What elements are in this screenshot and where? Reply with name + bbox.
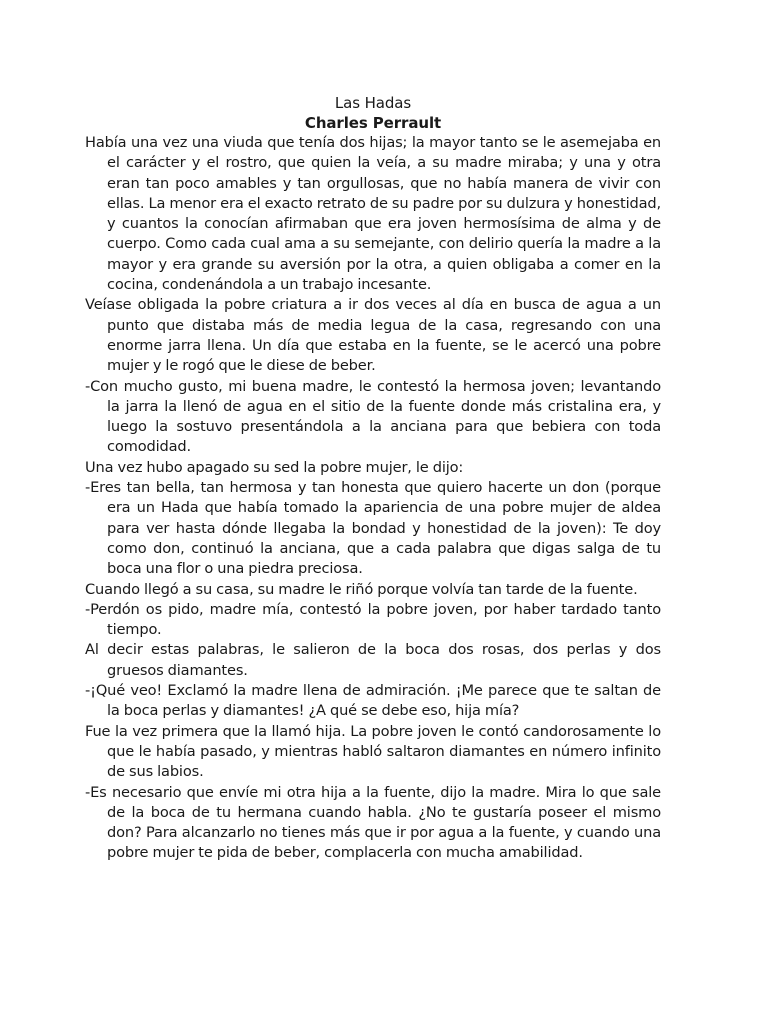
paragraph-8: Al decir estas palabras, le salieron de la boca dos rosas, dos perlas y dos gruesos diamantes. [85, 641, 661, 679]
paragraph-2: Veíase obligada la pobre criatura a ir dos veces al día en busca de agua a un punto que distaba más de media legua de la casa, regresando con una enorme jarra llena. Un día que estaba en la fuente, se le acercó una pobre mujer y le rogó que le diese de beber. [85, 296, 661, 375]
paragraph-4: Una vez hubo apagado su sed la pobre mujer, le dijo: [85, 458, 464, 476]
paragraph-9: -¡Qué veo! Exclamó la madre llena de admiración. ¡Me parece que te saltan de la boca perlas y diamantes! ¿A qué se debe eso, hija mía? [85, 682, 661, 720]
paragraph-6: Cuando llegó a su casa, su madre le riñó porque volvía tan tarde de la fuente. [85, 580, 638, 598]
paragraph-3: -Con mucho gusto, mi buena madre, le contestó la hermosa joven; levantando la jarra la llenó de agua en el sitio de la fuente donde más cristalina era, y luego la sostuvo presentándola a la anciana para que bebiera con toda comodidad. [85, 377, 661, 456]
paragraph-1: Había una vez una viuda que tenía dos hijas; la mayor tanto se le asemejaba en el carácter y el rostro, que quien la veía, a su madre miraba; y una y otra eran tan poco amables y tan orgullosas, que no había manera de vivir con ellas. La menor era el exacto retrato de su padre por su dulzura y honestidad, y cuantos la conocían afirmaban que era joven hermosísima de alma y de cuerpo. Como cada cual ama a su semejante, con delirio quería la madre a la mayor y era grande su aversión por la otra, a quien obligaba a comer en la cocina, condenándola a un trabajo incesante. [85, 134, 661, 294]
paragraph-5: -Eres tan bella, tan hermosa y tan honesta que quiero hacerte un don (porque era un Hada que había tomado la apariencia de una pobre mujer de aldea para ver hasta dónde llegaba la bondad y honestidad de la joven): Te doy como don, continuó la anciana, que a cada palabra que digas salga de tu boca una flor o una piedra preciosa. [85, 479, 661, 578]
paragraph-10: Fue la vez primera que la llamó hija. La pobre joven le contó candorosamente lo que le había pasado, y mientras habló saltaron diamantes en número infinito de sus labios. [85, 722, 661, 781]
paragraph-7: -Perdón os pido, madre mía, contestó la pobre joven, por haber tardado tanto tiempo. [85, 600, 661, 639]
paragraph-11: -Es necesario que envíe mi otra hija a la fuente, dijo la madre. Mira lo que sale de la boca de tu hermana cuando habla. ¿No te gustaría poseer el mismo don? Para alcanzarlo no tienes más que ir por agua a la fuente, y cuando una pobre mujer te pida de beber, complacerla con mucha amabilidad. [85, 783, 661, 862]
document-body [85, 93, 661, 864]
story-title: Las Hadas [334, 94, 412, 112]
story-author: Charles Perrault [304, 114, 442, 132]
